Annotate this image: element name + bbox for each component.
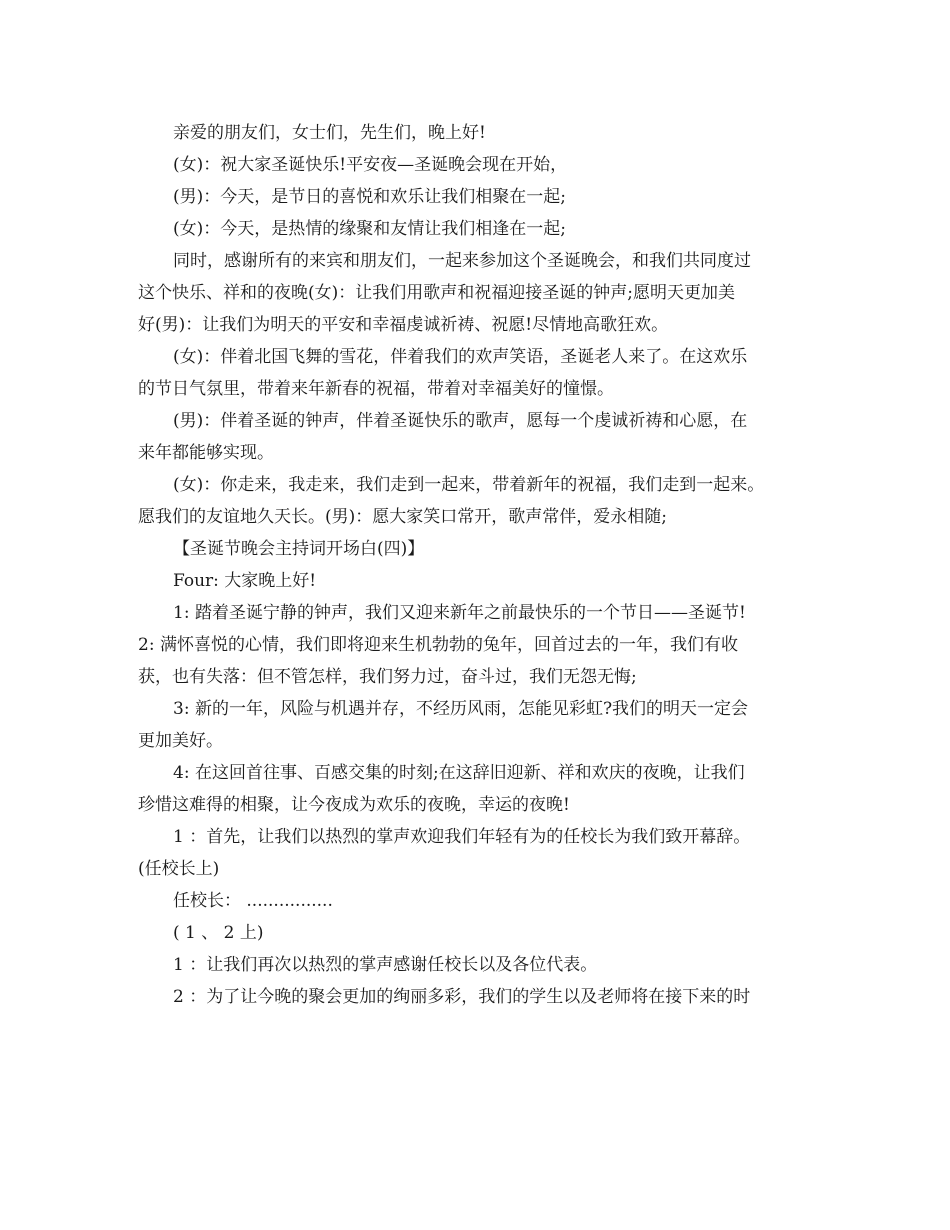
text-line: 2 ：为了让今晚的聚会更加的绚丽多彩，我们的学生以及老师将在接下来的时	[173, 987, 751, 1007]
text-line: (女)：祝大家圣诞快乐!平安夜—圣诞晚会现在开始，	[173, 155, 568, 175]
text-line: 好(男)：让我们为明天的平安和幸福虔诚祈祷、祝愿!尽情地高歌狂欢。	[138, 315, 669, 335]
text-line: (男)：伴着圣诞的钟声，伴着圣诞快乐的歌声，愿每一个虔诚祈祷和心愿，在	[173, 411, 748, 431]
text-line: 1 ：首先，让我们以热烈的掌声欢迎我们年轻有为的任校长为我们致开幕辞。	[173, 827, 751, 847]
text-line: 2: 满怀喜悦的心情，我们即将迎来生机勃勃的兔年，回首过去的一年，我们有收	[138, 635, 738, 655]
text-line: 珍惜这难得的相聚，让今夜成为欢乐的夜晚，幸运的夜晚!	[138, 795, 570, 815]
text-line: 【圣诞节晚会主持词开场白(四)】	[173, 539, 425, 559]
text-line: 任校长： ................	[173, 891, 333, 911]
text-line: (女)：你走来，我走来，我们走到一起来，带着新年的祝福，我们走到一起来。	[173, 475, 765, 495]
text-line: (任校长上)	[138, 859, 220, 879]
text-line: 亲爱的朋友们，女士们，先生们，晚上好!	[173, 123, 486, 143]
text-line: 1: 踏着圣诞宁静的钟声，我们又迎来新年之前最快乐的一个节日——圣诞节!	[173, 603, 746, 623]
text-line: 1 ：让我们再次以热烈的掌声感谢任校长以及各位代表。	[173, 955, 598, 975]
text-line: 同时，感谢所有的来宾和朋友们，一起来参加这个圣诞晚会，和我们共同度过	[173, 251, 751, 271]
text-line: 4: 在这回首往事、百感交集的时刻;在这辞旧迎新、祥和欢庆的夜晚，让我们	[173, 763, 745, 783]
text-line: 这个快乐、祥和的夜晚(女)：让我们用歌声和祝福迎接圣诞的钟声;愿明天更加美	[138, 283, 735, 303]
text-line: (女)：伴着北国飞舞的雪花，伴着我们的欢声笑语，圣诞老人来了。在这欢乐	[173, 347, 748, 367]
document-body	[138, 117, 828, 1013]
text-line: 愿我们的友谊地久天长。(男)：愿大家笑口常开，歌声常伴，爱永相随;	[138, 507, 667, 527]
text-line: 获，也有失落：但不管怎样，我们努力过，奋斗过，我们无怨无悔;	[138, 667, 637, 687]
text-line: Four: 大家晚上好!	[173, 571, 317, 591]
text-line: 3: 新的一年，风险与机遇并存，不经历风雨，怎能见彩虹?我们的明天一定会	[173, 699, 749, 719]
text-line: 的节日气氛里，带着来年新春的祝福，带着对幸福美好的憧憬。	[138, 379, 614, 399]
text-line: 来年都能够实现。	[138, 443, 274, 463]
text-line: (女)：今天，是热情的缘聚和友情让我们相逢在一起;	[173, 219, 566, 239]
text-line: ( 1 、 2 上)	[173, 923, 264, 943]
text-line: 更加美好。	[138, 731, 223, 751]
text-line: (男)：今天，是节日的喜悦和欢乐让我们相聚在一起;	[173, 187, 566, 207]
